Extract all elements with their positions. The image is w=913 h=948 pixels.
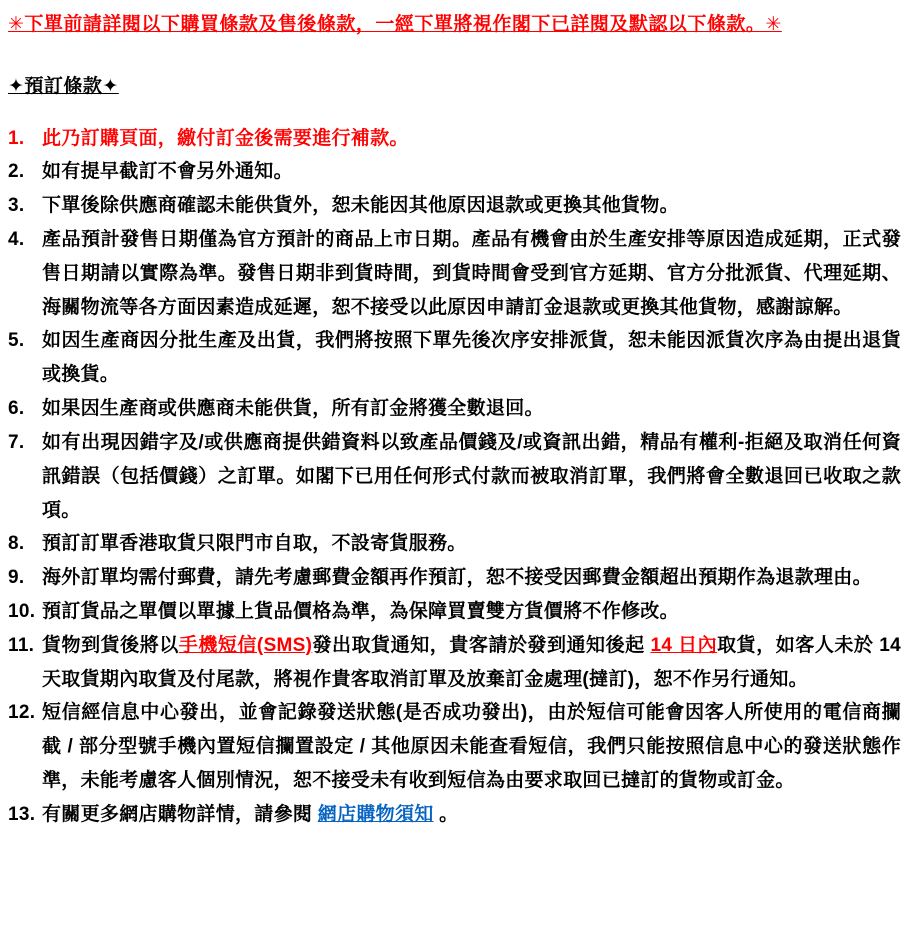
term-text-run: 取貨，如客人未於 14 天取貨期內取貨及付尾款，將視作貴客取消訂單及放棄訂金處理(撻訂)，恕不作另行通知。 <box>42 634 901 690</box>
term-text <box>42 696 901 797</box>
term-text <box>42 595 901 629</box>
term-item <box>8 122 901 156</box>
term-item <box>8 798 901 832</box>
term-text <box>42 527 901 561</box>
term-number: 8. <box>8 533 25 555</box>
term-text-run: 產品預計發售日期僅為官方預計的商品上市日期。產品有機會由於生產安排等原因造成延期，正式發售日期請以實際為準。發售日期非到貨時間，到貨時間會受到官方延期、官方分批派貨、代理延期、海關物流等各方面因素造成延遲，恕不接受以此原因申請訂金退款或更換其他貨物，感謝諒解。 <box>42 229 901 318</box>
term-text <box>42 324 901 392</box>
term-number: 13. <box>8 803 36 825</box>
term-text-run: 如因生產商因分批生產及出貨，我們將按照下單先後次序安排派貨，恕未能因派貨次序為由提出退貨或換貨。 <box>42 330 901 386</box>
term-text <box>42 122 901 156</box>
term-number: 9. <box>8 567 25 589</box>
term-item <box>8 561 901 595</box>
term-text-run: 此乃訂購頁面，繳付訂金後需要進行補款。 <box>42 127 409 149</box>
term-item <box>8 392 901 426</box>
term-text-run: 海外訂單均需付郵費，請先考慮郵費金額再作預訂，恕不接受因郵費金額超出預期作為退款理由。 <box>42 567 872 589</box>
term-text-run: 如有提早截訂不會另外通知。 <box>42 161 293 183</box>
term-text-run: 。 <box>433 803 459 825</box>
term-item <box>8 696 901 797</box>
term-text-run: 貨物到貨後將以 <box>42 634 179 656</box>
term-number: 12. <box>8 702 36 724</box>
term-text-run: 如有出現因錯字及/或供應商提供錯資料以致產品價錢及/或資訊出錯，精品有權利-拒絕及取消任何資訊錯誤（包括價錢）之訂單。如閣下已用任何形式付款而被取消訂單，我們將會全數退回已收取之款項。 <box>42 431 901 521</box>
term-text-run: 發出取貨通知，貴客請於發到通知後起 <box>312 634 651 656</box>
term-item <box>8 223 901 324</box>
term-text <box>42 629 901 697</box>
term-text <box>42 561 901 595</box>
term-number: 2. <box>8 161 25 183</box>
term-text <box>42 155 901 189</box>
shop-notice-link[interactable]: 網店購物須知 <box>317 803 434 825</box>
page-title: ✳下單前請詳閱以下購買條款及售後條款，一經下單將視作閣下已詳閱及默認以下條款。✳ <box>8 14 782 35</box>
term-item <box>8 426 901 527</box>
section-header-preorder-terms: ✦預訂條款✦ <box>8 75 119 97</box>
term-number: 7. <box>8 431 25 453</box>
term-text <box>42 223 901 324</box>
term-item <box>8 324 901 392</box>
term-item <box>8 595 901 629</box>
term-text-highlight: 14 日內 <box>650 634 718 656</box>
term-number: 11. <box>8 634 35 656</box>
term-item <box>8 155 901 189</box>
term-text-run: 短信經信息中心發出，並會記錄發送狀態(是否成功發出)，由於短信可能會因客人所使用的電信商攔截 / 部分型號手機內置短信攔置設定 / 其他原因未能查看短信，我們只能按照信息中心的發送狀態作準，未能考慮客人個別情況，恕不接受未有收到短信為由要求取回已撻訂的貨物或訂金。 <box>42 702 901 792</box>
term-number: 4. <box>8 229 25 251</box>
term-number: 10. <box>8 600 36 622</box>
term-text <box>42 798 901 832</box>
term-text-run: 下單後除供應商確認未能供貨外，恕未能因其他原因退款或更換其他貨物。 <box>42 195 679 217</box>
term-number: 6. <box>8 398 25 420</box>
term-text-run: 預訂貨品之單價以單據上貨品價格為準，為保障買賣雙方貨價將不作修改。 <box>42 600 679 622</box>
term-text-run: 如果因生產商或供應商未能供貨，所有訂金將獲全數退回。 <box>42 398 544 420</box>
term-item <box>8 629 901 697</box>
term-item <box>8 189 901 223</box>
term-number: 5. <box>8 330 25 352</box>
term-number: 3. <box>8 195 25 217</box>
terms-list <box>8 122 901 832</box>
term-text-run: 預訂訂單香港取貨只限門市自取，不設寄貨服務。 <box>42 533 467 555</box>
term-number: 1. <box>8 127 25 149</box>
term-text-highlight: 手機短信(SMS) <box>178 634 313 656</box>
term-item <box>8 527 901 561</box>
term-text <box>42 426 901 527</box>
term-text <box>42 392 901 426</box>
term-text-run: 有關更多網店購物詳情，請參閱 <box>42 803 318 825</box>
term-text <box>42 189 901 223</box>
